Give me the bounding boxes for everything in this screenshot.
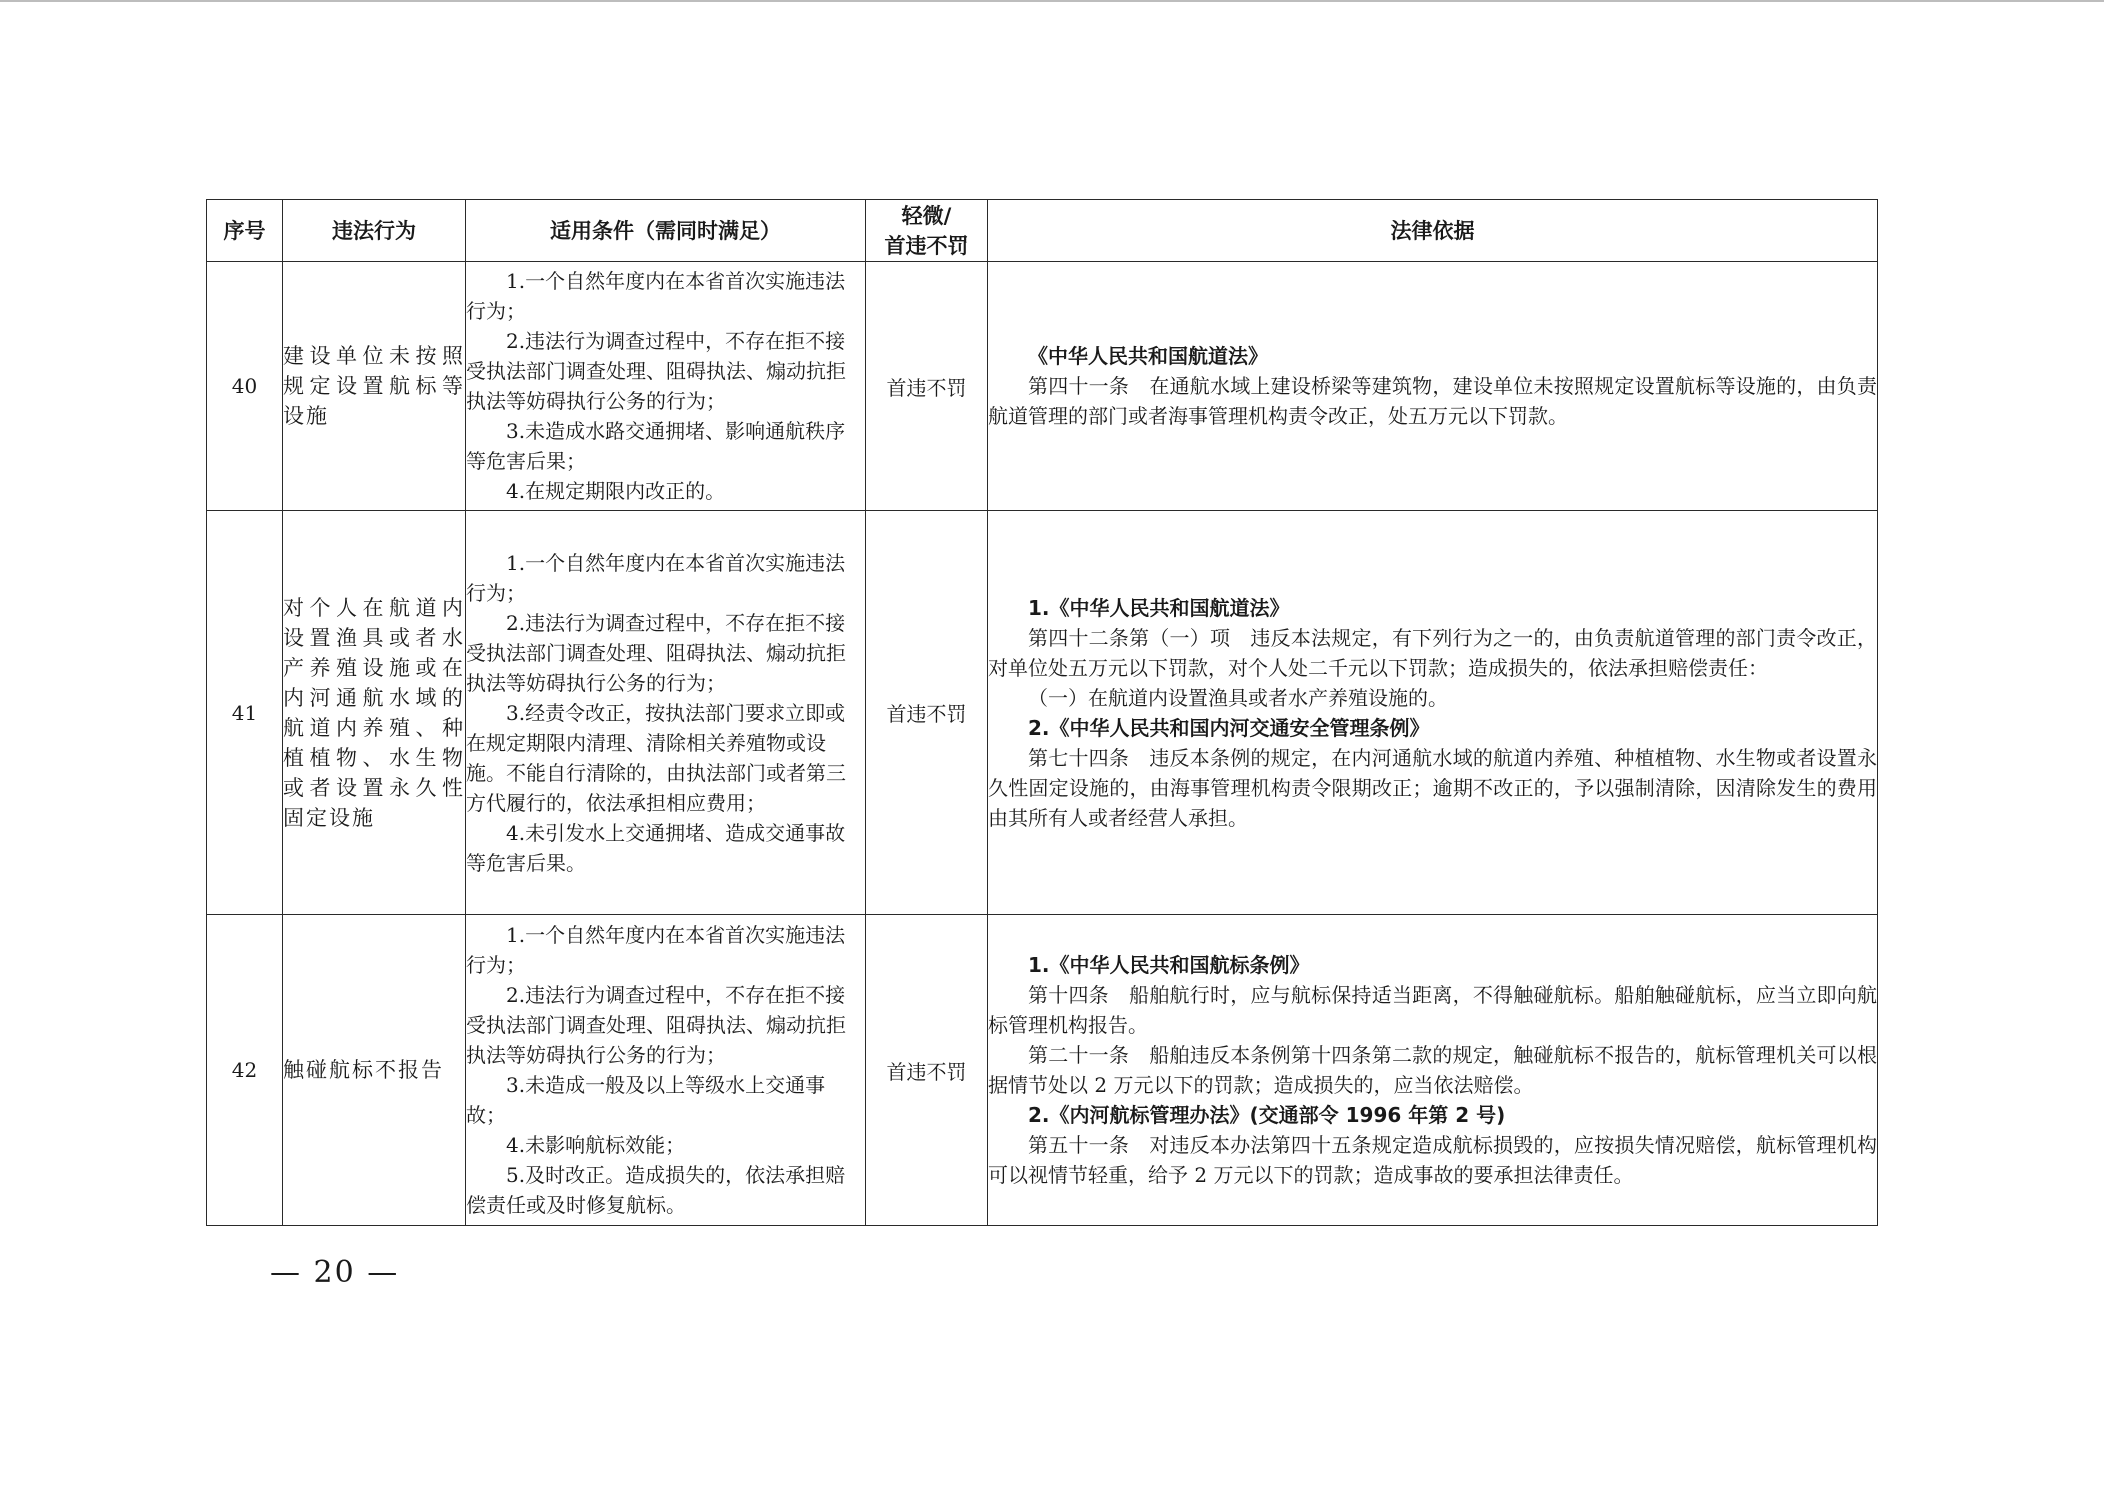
row-violation: 触碰航标不报告 <box>283 915 466 1226</box>
header-penalty-line2: 首违不罚 <box>884 233 969 258</box>
page-number: — 20 — <box>270 1255 400 1290</box>
condition-item: 4.未引发水上交通拥堵、造成交通事故等危害后果。 <box>466 820 846 875</box>
row-conditions <box>466 511 866 915</box>
row-serial-number: 40 <box>207 262 283 511</box>
header-penalty-line1: 轻微/ <box>901 203 952 228</box>
penalty-table <box>206 199 1878 1226</box>
row-legal-basis <box>988 511 1878 915</box>
condition-item: 1.一个自然年度内在本省首次实施违法行为； <box>466 269 846 323</box>
row-penalty-type: 首违不罚 <box>866 262 988 511</box>
row-legal-basis <box>988 262 1878 511</box>
table-header-row <box>207 200 1878 262</box>
header-serial-number: 序号 <box>207 200 283 262</box>
row-penalty-type: 首违不罚 <box>866 511 988 915</box>
condition-item: 3.未造成一般及以上等级水上交通事故； <box>466 1073 826 1127</box>
table-row <box>207 262 1878 511</box>
row-violation: 对个人在航道内设置渔具或者水产养殖设施或在内河通航水域的航道内养殖、种植植物、水生物或者设置永久性固定设施 <box>283 511 466 915</box>
law-article: 第十四条 船舶航行时，应与航标保持适当距离，不得触碰航标。船舶触碰航标，应当立即向航标管理机构报告。 <box>988 983 1877 1037</box>
law-article: 第二十一条 船舶违反本条例第十四条第二款的规定，触碰航标不报告的，航标管理机关可以根据情节处以 2 万元以下的罚款；造成损失的，应当依法赔偿。 <box>988 1043 1877 1097</box>
condition-item: 4.在规定期限内改正的。 <box>506 479 726 503</box>
row-penalty-type: 首违不罚 <box>866 915 988 1226</box>
top-border-line <box>0 0 2104 2</box>
law-title: 1.《中华人民共和国航标条例》 <box>1028 953 1310 977</box>
law-article: 第四十一条 在通航水域上建设桥梁等建筑物，建设单位未按照规定设置航标等设施的，由负责航道管理的部门或者海事管理机构责令改正，处五万元以下罚款。 <box>988 374 1877 428</box>
condition-item: 1.一个自然年度内在本省首次实施违法行为； <box>466 550 846 605</box>
law-article: 第五十一条 对违反本办法第四十五条规定造成航标损毁的，应按损失情况赔偿，航标管理机构可以视情节轻重，给予 2 万元以下的罚款；造成事故的要承担法律责任。 <box>988 1133 1877 1187</box>
law-article: （一）在航道内设置渔具或者水产养殖设施的。 <box>1028 685 1448 710</box>
row-serial-number: 41 <box>207 511 283 915</box>
row-serial-number: 42 <box>207 915 283 1226</box>
condition-item: 2.违法行为调查过程中，不存在拒不接受执法部门调查处理、阻碍执法、煽动抗拒执法等妨碍执行公务的行为； <box>466 983 846 1067</box>
row-violation: 建设单位未按照规定设置航标等设施 <box>283 262 466 511</box>
row-conditions <box>466 915 866 1226</box>
condition-item: 2.违法行为调查过程中，不存在拒不接受执法部门调查处理、阻碍执法、煽动抗拒执法等妨碍执行公务的行为； <box>466 329 846 413</box>
law-title: 《中华人民共和国航道法》 <box>1028 344 1268 368</box>
header-legal-basis: 法律依据 <box>988 200 1878 262</box>
table-row <box>207 915 1878 1226</box>
condition-item: 3.经责令改正，按执法部门要求立即或在规定期限内清理、清除相关养殖物或设施。不能自行清除的，由执法部门或者第三方代履行的，依法承担相应费用； <box>466 700 846 815</box>
header-conditions: 适用条件（需同时满足） <box>466 200 866 262</box>
law-article: 第七十四条 违反本条例的规定，在内河通航水域的航道内养殖、种植植物、水生物或者设置永久性固定设施的，由海事管理机构责令限期改正；逾期不改正的，予以强制清除，因清除发生的费用由其所有人或者经营人承担。 <box>988 745 1877 830</box>
row-conditions <box>466 262 866 511</box>
condition-item: 4.未影响航标效能； <box>506 1133 686 1157</box>
condition-item: 1.一个自然年度内在本省首次实施违法行为； <box>466 923 846 977</box>
header-penalty-type <box>866 200 988 262</box>
condition-item: 3.未造成水路交通拥堵、影响通航秩序等危害后果； <box>466 419 846 473</box>
row-legal-basis <box>988 915 1878 1226</box>
condition-item: 5.及时改正。造成损失的，依法承担赔偿责任或及时修复航标。 <box>466 1163 846 1217</box>
law-title: 2.《内河航标管理办法》(交通部令 1996 年第 2 号) <box>1028 1103 1506 1127</box>
law-article: 第四十二条第（一）项 违反本法规定，有下列行为之一的，由负责航道管理的部门责令改正，对单位处五万元以下罚款，对个人处二千元以下罚款；造成损失的，依法承担赔偿责任： <box>988 625 1877 680</box>
law-title: 1.《中华人民共和国航道法》 <box>1028 595 1290 620</box>
law-title: 2.《中华人民共和国内河交通安全管理条例》 <box>1028 715 1430 740</box>
table-row <box>207 511 1878 915</box>
header-violation: 违法行为 <box>283 200 466 262</box>
condition-item: 2.违法行为调查过程中，不存在拒不接受执法部门调查处理、阻碍执法、煽动抗拒执法等妨碍执行公务的行为； <box>466 610 846 695</box>
